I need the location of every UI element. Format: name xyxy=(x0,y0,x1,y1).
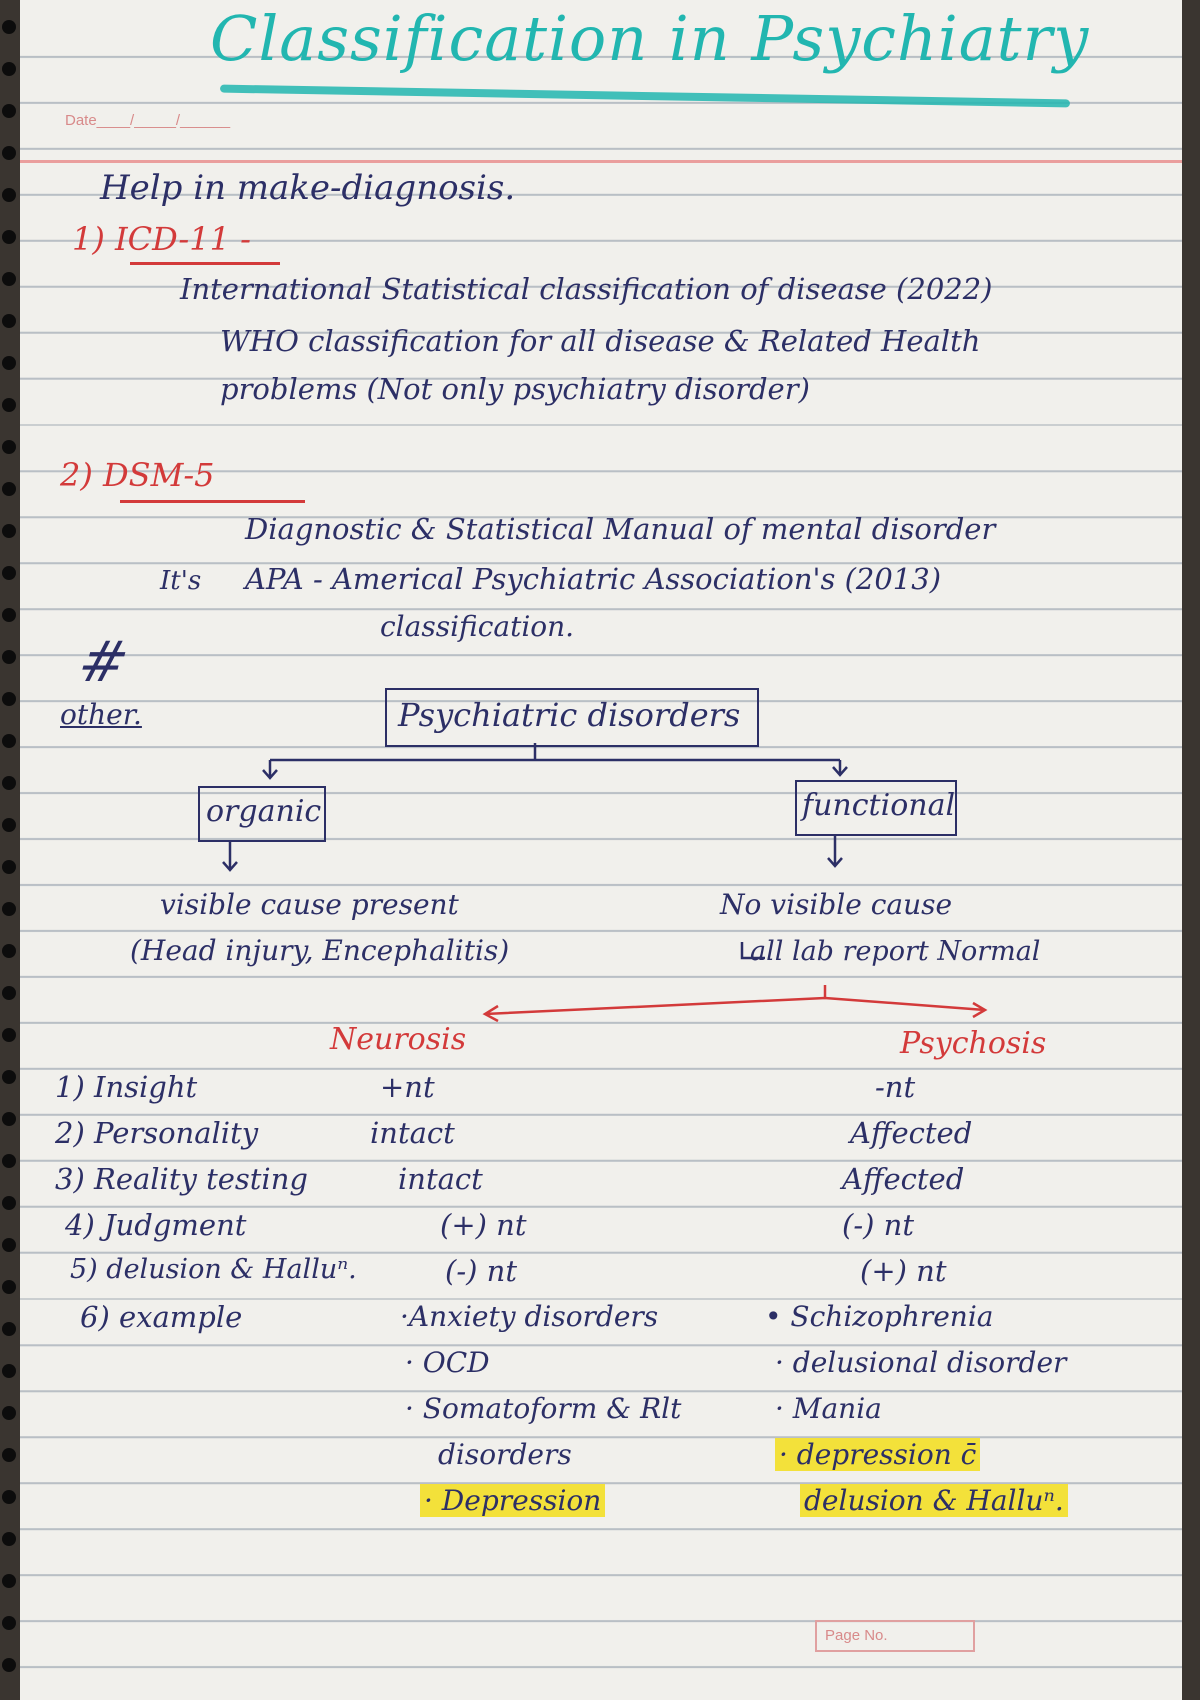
binding-hole xyxy=(2,566,16,580)
binding-hole xyxy=(2,1406,16,1420)
list-item: · Somatoform & Rlt xyxy=(405,1392,682,1425)
list-item: · delusional disorder xyxy=(775,1346,1067,1379)
binding-hole xyxy=(2,1280,16,1294)
row-neurosis-value: +nt xyxy=(380,1070,435,1104)
row-label: 3) Reality testing xyxy=(55,1162,308,1196)
list-item: · OCD xyxy=(405,1346,490,1379)
tree-root-label: Psychiatric disorders xyxy=(398,696,741,734)
functional-desc-2: all lab report Normal xyxy=(750,936,1041,967)
organic-desc-1: visible cause present xyxy=(160,888,459,921)
binding-hole xyxy=(2,104,16,118)
binding-hole xyxy=(2,188,16,202)
list-item: · Mania xyxy=(775,1392,882,1425)
row-label: 2) Personality xyxy=(55,1116,259,1150)
binding-hole xyxy=(2,860,16,874)
binding-hole xyxy=(2,734,16,748)
binding-hole xyxy=(2,902,16,916)
tree-organic-label: organic xyxy=(206,794,322,829)
row-psychosis-value: Affected xyxy=(850,1116,973,1150)
spiral-binding xyxy=(0,0,20,1700)
dsm-heading: 2) DSM-5 xyxy=(60,456,215,494)
dsm-prefix: It's xyxy=(160,566,202,596)
row-neurosis-value: (-) nt xyxy=(445,1254,517,1288)
diagram-arrows xyxy=(20,0,1182,1700)
list-item: • Schizophrenia xyxy=(765,1300,994,1333)
binding-hole xyxy=(2,650,16,664)
dsm-line-1: Diagnostic & Statistical Manual of mental disorder xyxy=(245,512,996,546)
binding-hole xyxy=(2,1154,16,1168)
date-label: Date____/_____/______ xyxy=(65,112,231,129)
row-psychosis-value: -nt xyxy=(875,1070,916,1104)
neurosis-column-header: Neurosis xyxy=(330,1022,467,1057)
row-psychosis-value: Affected xyxy=(842,1162,965,1196)
icd-line-1: International Statistical classification of disease (2022) xyxy=(180,272,993,306)
row-psychosis-value: (+) nt xyxy=(860,1254,947,1288)
example-label: 6) example xyxy=(80,1300,243,1334)
binding-hole xyxy=(2,1490,16,1504)
list-item-highlighted xyxy=(775,1438,980,1471)
binding-hole xyxy=(2,986,16,1000)
list-item: ·Anxiety disorders xyxy=(400,1300,659,1333)
highlighted-text: · depression c̄ xyxy=(775,1438,980,1471)
binding-hole xyxy=(2,1616,16,1630)
binding-hole xyxy=(2,1112,16,1126)
binding-hole xyxy=(2,776,16,790)
tree-functional-label: functional xyxy=(802,788,956,823)
binding-hole xyxy=(2,1238,16,1252)
organic-desc-2: (Head injury, Encephalitis) xyxy=(130,934,510,967)
list-item-highlighted xyxy=(800,1484,1068,1517)
binding-hole xyxy=(2,1196,16,1210)
psychosis-column-header: Psychosis xyxy=(900,1026,1047,1061)
binding-hole xyxy=(2,1322,16,1336)
page-title: Classification in Psychiatry xyxy=(210,2,1090,75)
binding-hole xyxy=(2,62,16,76)
dsm-line-2: APA - Americal Psychiatric Association's (2013) xyxy=(245,562,942,596)
binding-hole xyxy=(2,146,16,160)
binding-hole xyxy=(2,272,16,286)
binding-hole xyxy=(2,524,16,538)
list-item-highlighted xyxy=(420,1484,605,1517)
icd-line-2: WHO classification for all disease & Related Health xyxy=(220,324,981,358)
binding-hole xyxy=(2,692,16,706)
row-label: 4) Judgment xyxy=(65,1208,247,1242)
binding-hole xyxy=(2,608,16,622)
highlighted-text: · Depression xyxy=(420,1484,605,1517)
row-neurosis-value: intact xyxy=(370,1116,455,1150)
row-label: 1) Insight xyxy=(55,1070,198,1104)
intro-text: Help in make-diagnosis. xyxy=(100,168,516,208)
page-number-box: Page No. xyxy=(815,1620,975,1652)
binding-hole xyxy=(2,1574,16,1588)
icd-line-3: problems (Not only psychiatry disorder) xyxy=(220,372,810,406)
binding-hole xyxy=(2,1364,16,1378)
other-label: other. xyxy=(60,698,142,731)
binding-hole xyxy=(2,356,16,370)
binding-hole xyxy=(2,398,16,412)
binding-hole xyxy=(2,944,16,958)
row-neurosis-value: (+) nt xyxy=(440,1208,527,1242)
row-label: 5) delusion & Halluⁿ. xyxy=(70,1254,357,1285)
binding-hole xyxy=(2,314,16,328)
binding-hole xyxy=(2,440,16,454)
row-neurosis-value: intact xyxy=(398,1162,483,1196)
binding-hole xyxy=(2,818,16,832)
binding-hole xyxy=(2,1448,16,1462)
binding-hole xyxy=(2,482,16,496)
binding-hole xyxy=(2,1658,16,1672)
binding-hole xyxy=(2,230,16,244)
functional-desc-1: No visible cause xyxy=(720,888,953,921)
hash-mark: # xyxy=(71,630,136,695)
binding-hole xyxy=(2,20,16,34)
highlighted-text: delusion & Halluⁿ. xyxy=(800,1484,1068,1517)
row-psychosis-value: (-) nt xyxy=(842,1208,914,1242)
binding-hole xyxy=(2,1070,16,1084)
list-item: disorders xyxy=(438,1438,572,1471)
dsm-line-3: classification. xyxy=(380,610,575,643)
binding-hole xyxy=(2,1028,16,1042)
binding-hole xyxy=(2,1532,16,1546)
icd-heading: 1) ICD-11 - xyxy=(72,220,251,258)
notebook-page xyxy=(20,0,1182,1700)
